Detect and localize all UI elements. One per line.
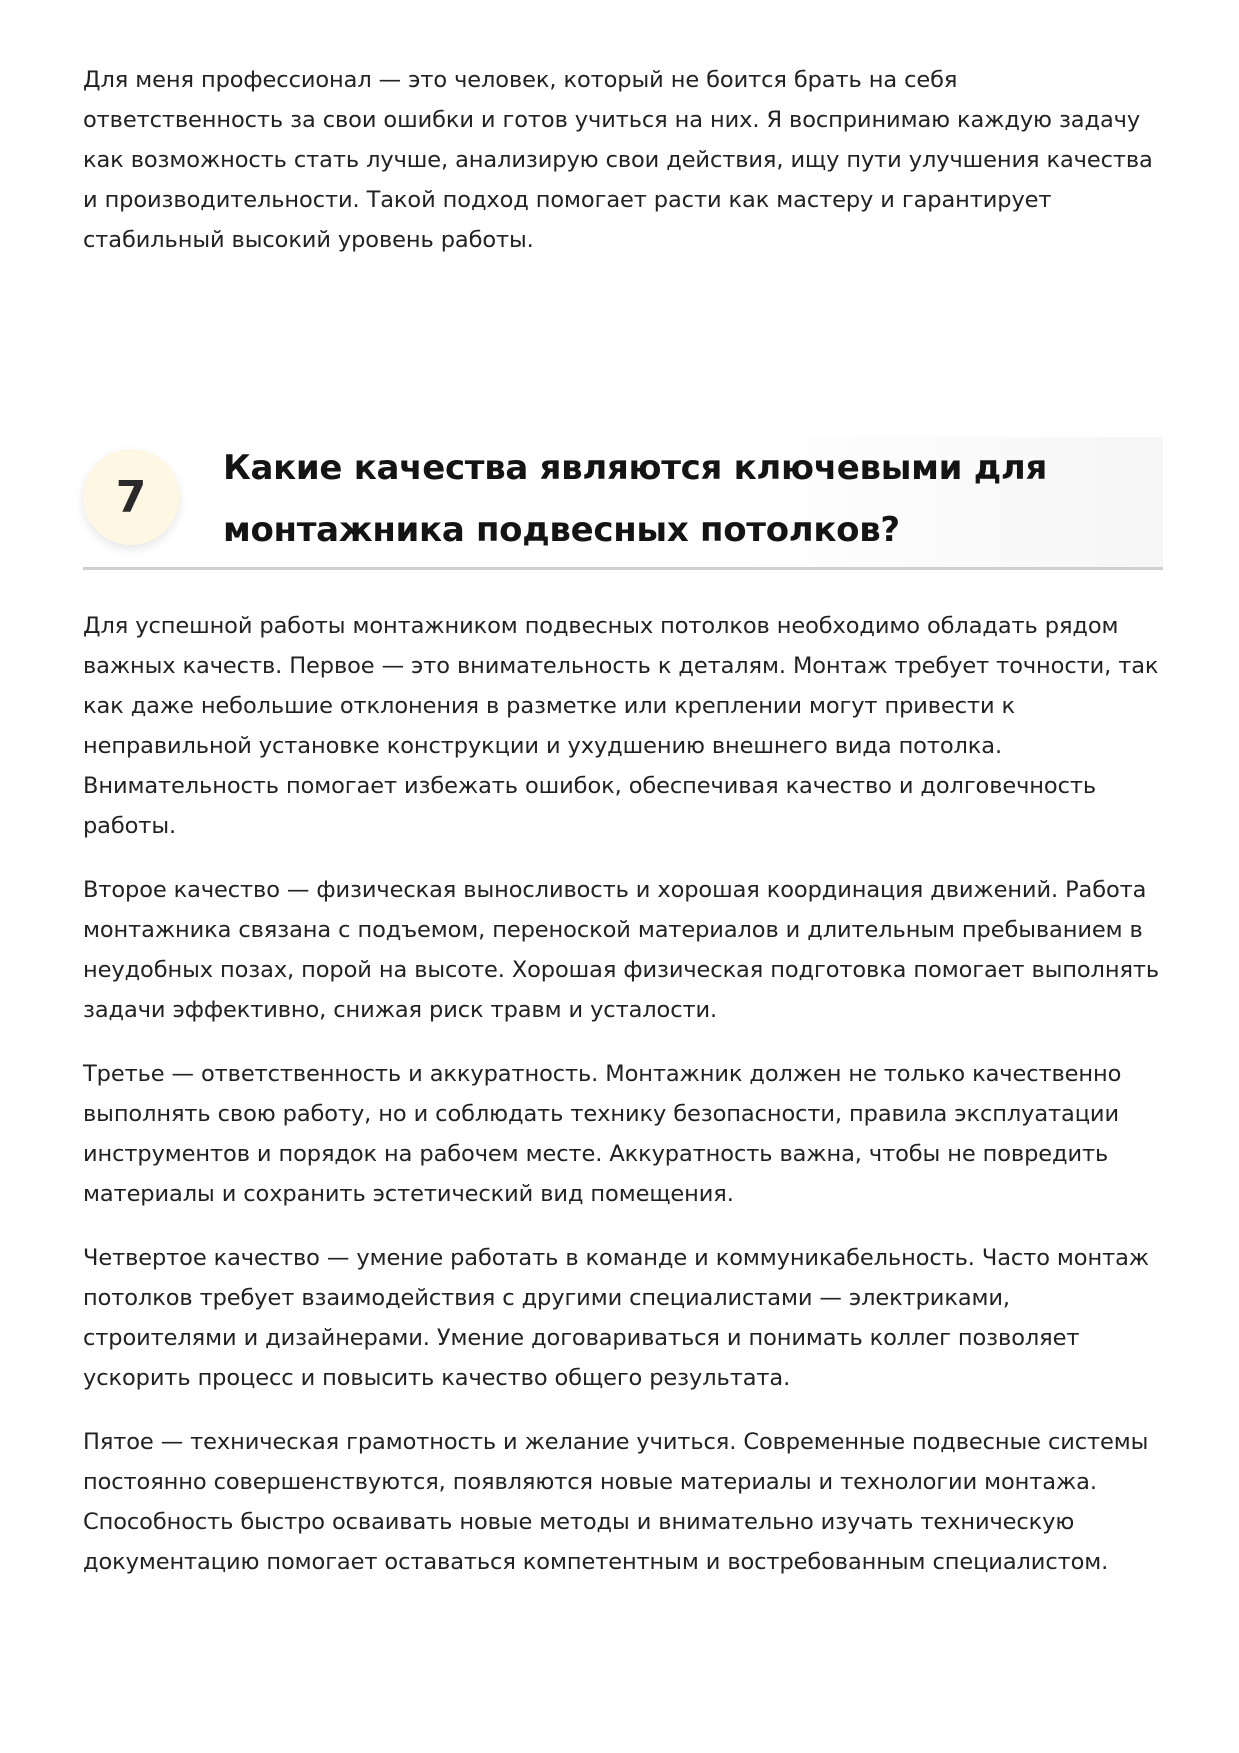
section-paragraph-3: Третье — ответственность и аккуратность. Монтажник должен не только качественно выполнять свою работу, но и соблюдать технику безопасности, правила эксплуатации инструментов и порядок на рабочем месте. Аккуратность важна, чтобы не повредить материалы и сохранить эстетический вид помещения.: [83, 1061, 1122, 1207]
section-paragraph-1: Для успешной работы монтажником подвесных потолков необходимо обладать рядом важных качеств. Первое — это внимательность к деталям. Монтаж требует точности, так как даже небольшие отклонения в разметке или креплении могут привести к неправильной установке конструкции и ухудшению внешнего вида потолка. Внимательность помогает избежать ошибок, обеспечивая качество и долговечность работы.: [83, 613, 1159, 839]
section-title: Какие качества являются ключевыми для монтажника подвесных потолков?: [223, 448, 1048, 550]
section-body: [83, 606, 1163, 1606]
section-paragraph-4: Четвертое качество — умение работать в команде и коммуникабельность. Часто монтаж потолков требует взаимодействия с другими специалистами — электриками, строителями и дизайнерами. Умение договариваться и понимать коллег позволяет ускорить процесс и повысить качество общего результата.: [83, 1245, 1149, 1391]
section-header: [83, 437, 1163, 570]
section-paragraph-2: Второе качество — физическая выносливость и хорошая координация движений. Работа монтажника связана с подъемом, переноской материалов и длительным пребыванием в неудобных позах, порой на высоте. Хорошая физическая подготовка помогает выполнять задачи эффективно, снижая риск травм и усталости.: [83, 877, 1160, 1023]
section-paragraph-5: Пятое — техническая грамотность и желание учиться. Современные подвесные системы постоянно совершенствуются, появляются новые материалы и технологии монтажа. Способность быстро осваивать новые методы и внимательно изучать техническую документацию помогает оставаться компетентным и востребованным специалистом.: [83, 1429, 1149, 1575]
section-number-badge: 7: [83, 449, 179, 545]
intro-paragraph: Для меня профессионал — это человек, который не боится брать на себя ответственность за свои ошибки и готов учиться на них. Я воспринимаю каждую задачу как возможность стать лучше, анализирую свои действия, ищу пути улучшения качества и производительности. Такой подход помогает расти как мастеру и гарантирует стабильный высокий уровень работы.: [83, 67, 1153, 253]
